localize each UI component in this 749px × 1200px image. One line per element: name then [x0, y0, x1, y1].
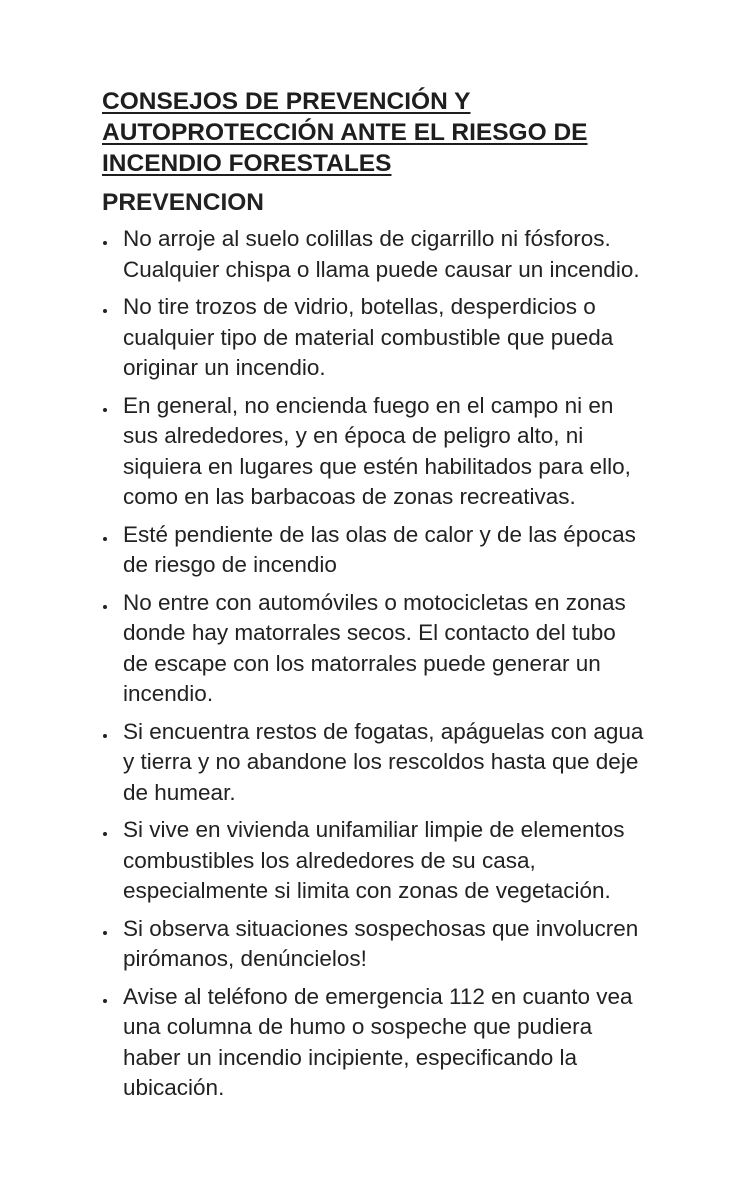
list-item-text: No entre con automóviles o motocicletas en zonas donde hay matorrales secos. El contacto del tubo de escape con los matorrales puede generar un incendio. — [123, 589, 626, 706]
list-item-text: En general, no encienda fuego en el campo ni en sus alrededores, y en época de peligro alto, ni siquiera en lugares que estén habilitados para ello, como en las barbacoas de zonas recreativas. — [123, 392, 631, 509]
list-item-text: Si vive en vivienda unifamiliar limpie de elementos combustibles los alrededores de su casa, especialmente si limita con zonas de vegetación. — [123, 817, 625, 903]
list-item — [102, 391, 647, 513]
list-item — [102, 982, 647, 1104]
list-item-text: Esté pendiente de las olas de calor y de las épocas de riesgo de incendio — [123, 521, 636, 577]
list-item — [102, 224, 647, 285]
section-heading-prevencion: PREVENCION — [102, 189, 265, 216]
list-item — [102, 588, 647, 710]
list-item — [102, 914, 647, 975]
list-item-text: Si observa situaciones sospechosas que involucren pirómanos, denúncielos! — [123, 915, 639, 971]
list-item-text: No arroje al suelo colillas de cigarrillo ni fósforos. Cualquier chispa o llama puede causar un incendio. — [123, 226, 640, 282]
list-item-text: No tire trozos de vidrio, botellas, desperdicios o cualquier tipo de material combustible que pueda originar un incendio. — [123, 294, 614, 380]
list-item-text: Avise al teléfono de emergencia 112 en cuanto vea una columna de humo o sospeche que pudiera haber un incendio incipiente, especificando la ubicación. — [123, 983, 633, 1100]
list-item — [102, 292, 647, 384]
list-item — [102, 520, 647, 581]
prevention-tips-list — [102, 224, 647, 1104]
list-item — [102, 815, 647, 907]
list-item-text: Si encuentra restos de fogatas, apáguelas con agua y tierra y no abandone los rescoldos hasta que deje de humear. — [123, 718, 644, 805]
document-title: CONSEJOS DE PREVENCIÓN Y AUTOPROTECCIÓN ANTE EL RIESGO DE INCENDIO FORESTALES — [102, 88, 588, 177]
list-item — [102, 717, 647, 809]
